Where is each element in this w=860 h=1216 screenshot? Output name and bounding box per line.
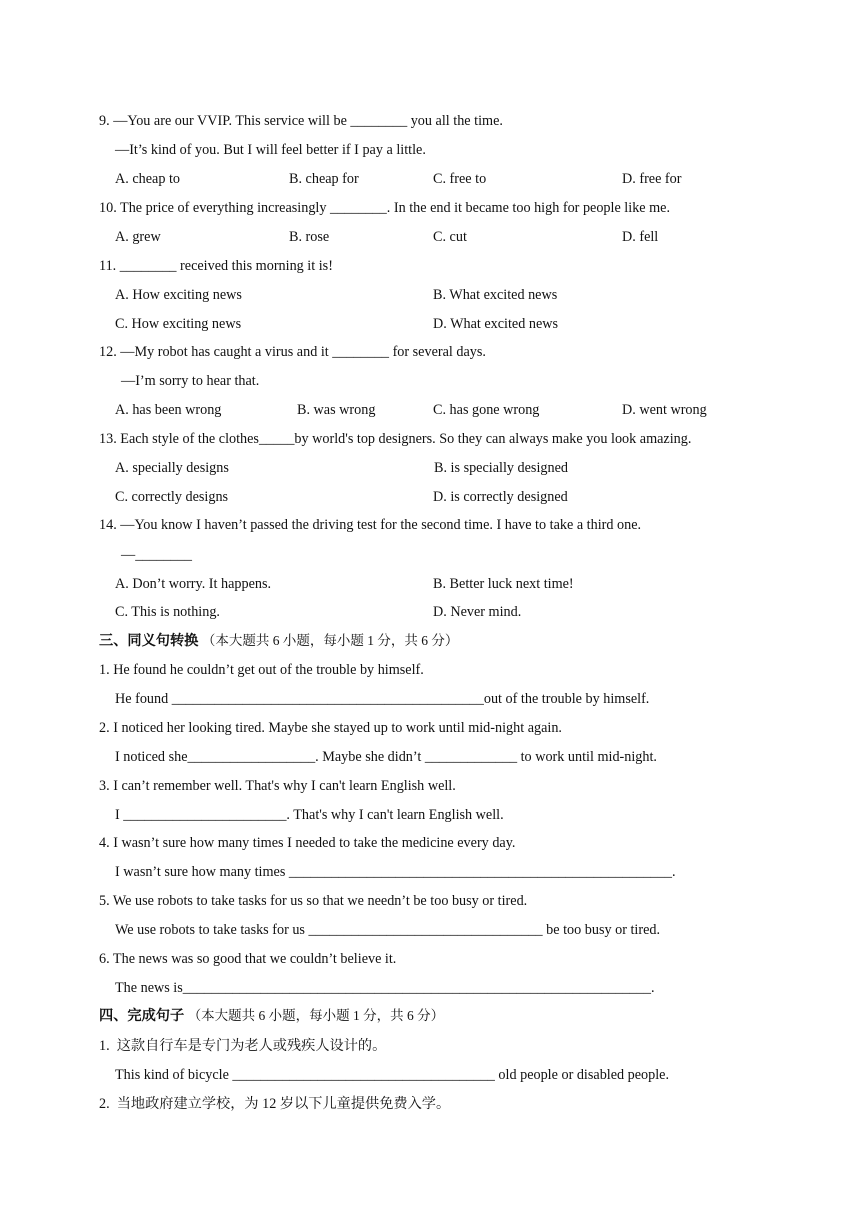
q13-option-b: B. is specially designed xyxy=(434,460,568,476)
s3-item5-rewrite: We use robots to take tasks for us _________________________________ be too busy or tired. xyxy=(115,922,661,938)
q10-option-a: A. grew xyxy=(115,229,161,245)
q11-option-c: C. How exciting news xyxy=(115,316,242,332)
q10-option-b: B. rose xyxy=(289,229,330,245)
q14-option-a: A. Don’t worry. It happens. xyxy=(115,576,272,592)
q11-option-d: D. What excited news xyxy=(433,316,559,332)
q10-stem: 10. The price of everything increasingly ________. In the end it became too high for people like me. xyxy=(99,200,671,216)
s3-item6-rewrite: The news is__________________________________________________________________. xyxy=(115,980,655,996)
q12-option-d: D. went wrong xyxy=(622,402,707,418)
section4-title: 四、完成句子 xyxy=(99,1008,185,1024)
q12-reply: —I’m sorry to hear that. xyxy=(121,373,260,389)
q13-option-a: A. specially designs xyxy=(115,460,229,476)
section3-heading xyxy=(99,632,458,650)
q14-option-b: B. Better luck next time! xyxy=(433,576,574,592)
section3-note: （本大题共 6 小题，每小题 1 分，共 6 分） xyxy=(201,633,459,648)
q12-option-b: B. was wrong xyxy=(297,402,376,418)
q12-stem: 12. —My robot has caught a virus and it ________ for several days. xyxy=(99,344,486,360)
s3-item2-rewrite: I noticed she__________________. Maybe she didn’t _____________ to work until mid-night. xyxy=(115,749,657,765)
section4-note: （本大题共 6 小题，每小题 1 分，共 6 分） xyxy=(187,1008,445,1023)
q9-option-d: D. free for xyxy=(622,171,682,187)
s3-item3-rewrite: I _______________________. That's why I can't learn English well. xyxy=(115,807,504,823)
s3-item4-rewrite: I wasn’t sure how many times ______________________________________________________. xyxy=(115,864,676,880)
s3-item6-original: 6. The news was so good that we couldn’t believe it. xyxy=(99,951,397,967)
q9-reply: —It’s kind of you. But I will feel better if I pay a little. xyxy=(115,142,426,158)
q9-option-a: A. cheap to xyxy=(115,171,181,187)
q13-option-c: C. correctly designs xyxy=(115,489,229,505)
s4-item2-chinese: 2. 当地政府建立学校，为 12 岁以下儿童提供免费入学。 xyxy=(99,1096,451,1112)
s3-item4-original: 4. I wasn’t sure how many times I needed to take the medicine every day. xyxy=(99,835,516,851)
q11-option-b: B. What excited news xyxy=(433,287,558,303)
q10-option-d: D. fell xyxy=(622,229,659,245)
q9-option-b: B. cheap for xyxy=(289,171,359,187)
s3-item1-rewrite: He found ____________________________________________out of the trouble by himself. xyxy=(115,691,650,707)
q14-option-d: D. Never mind. xyxy=(433,604,522,620)
q12-option-a: A. has been wrong xyxy=(115,402,222,418)
q13-option-d: D. is correctly designed xyxy=(433,489,568,505)
q9-stem: 9. —You are our VVIP. This service will be ________ you all the time. xyxy=(99,113,503,129)
q13-stem: 13. Each style of the clothes_____by world's top designers. So they can always make you look amazing. xyxy=(99,431,692,447)
s4-item1-chinese: 1. 这款自行车是专门为老人或残疾人设计的。 xyxy=(99,1038,387,1054)
s3-item2-original: 2. I noticed her looking tired. Maybe she stayed up to work until mid-night again. xyxy=(99,720,562,736)
q14-stem: 14. —You know I haven’t passed the driving test for the second time. I have to take a third one. xyxy=(99,517,642,533)
q11-option-a: A. How exciting news xyxy=(115,287,242,303)
q10-option-c: C. cut xyxy=(433,229,467,245)
s3-item1-original: 1. He found he couldn’t get out of the trouble by himself. xyxy=(99,662,424,678)
s3-item3-original: 3. I can’t remember well. That's why I can't learn English well. xyxy=(99,778,456,794)
q14-option-c: C. This is nothing. xyxy=(115,604,220,620)
section4-heading xyxy=(99,1007,444,1025)
q11-stem: 11. ________ received this morning it is! xyxy=(99,258,333,274)
q9-option-c: C. free to xyxy=(433,171,487,187)
s3-item5-original: 5. We use robots to take tasks for us so that we needn’t be too busy or tired. xyxy=(99,893,528,909)
section3-title: 三、同义句转换 xyxy=(99,633,199,649)
q12-option-c: C. has gone wrong xyxy=(433,402,540,418)
s4-item1-english: This kind of bicycle _____________________________________ old people or disabled people. xyxy=(115,1067,670,1083)
q14-reply: —________ xyxy=(121,547,192,563)
